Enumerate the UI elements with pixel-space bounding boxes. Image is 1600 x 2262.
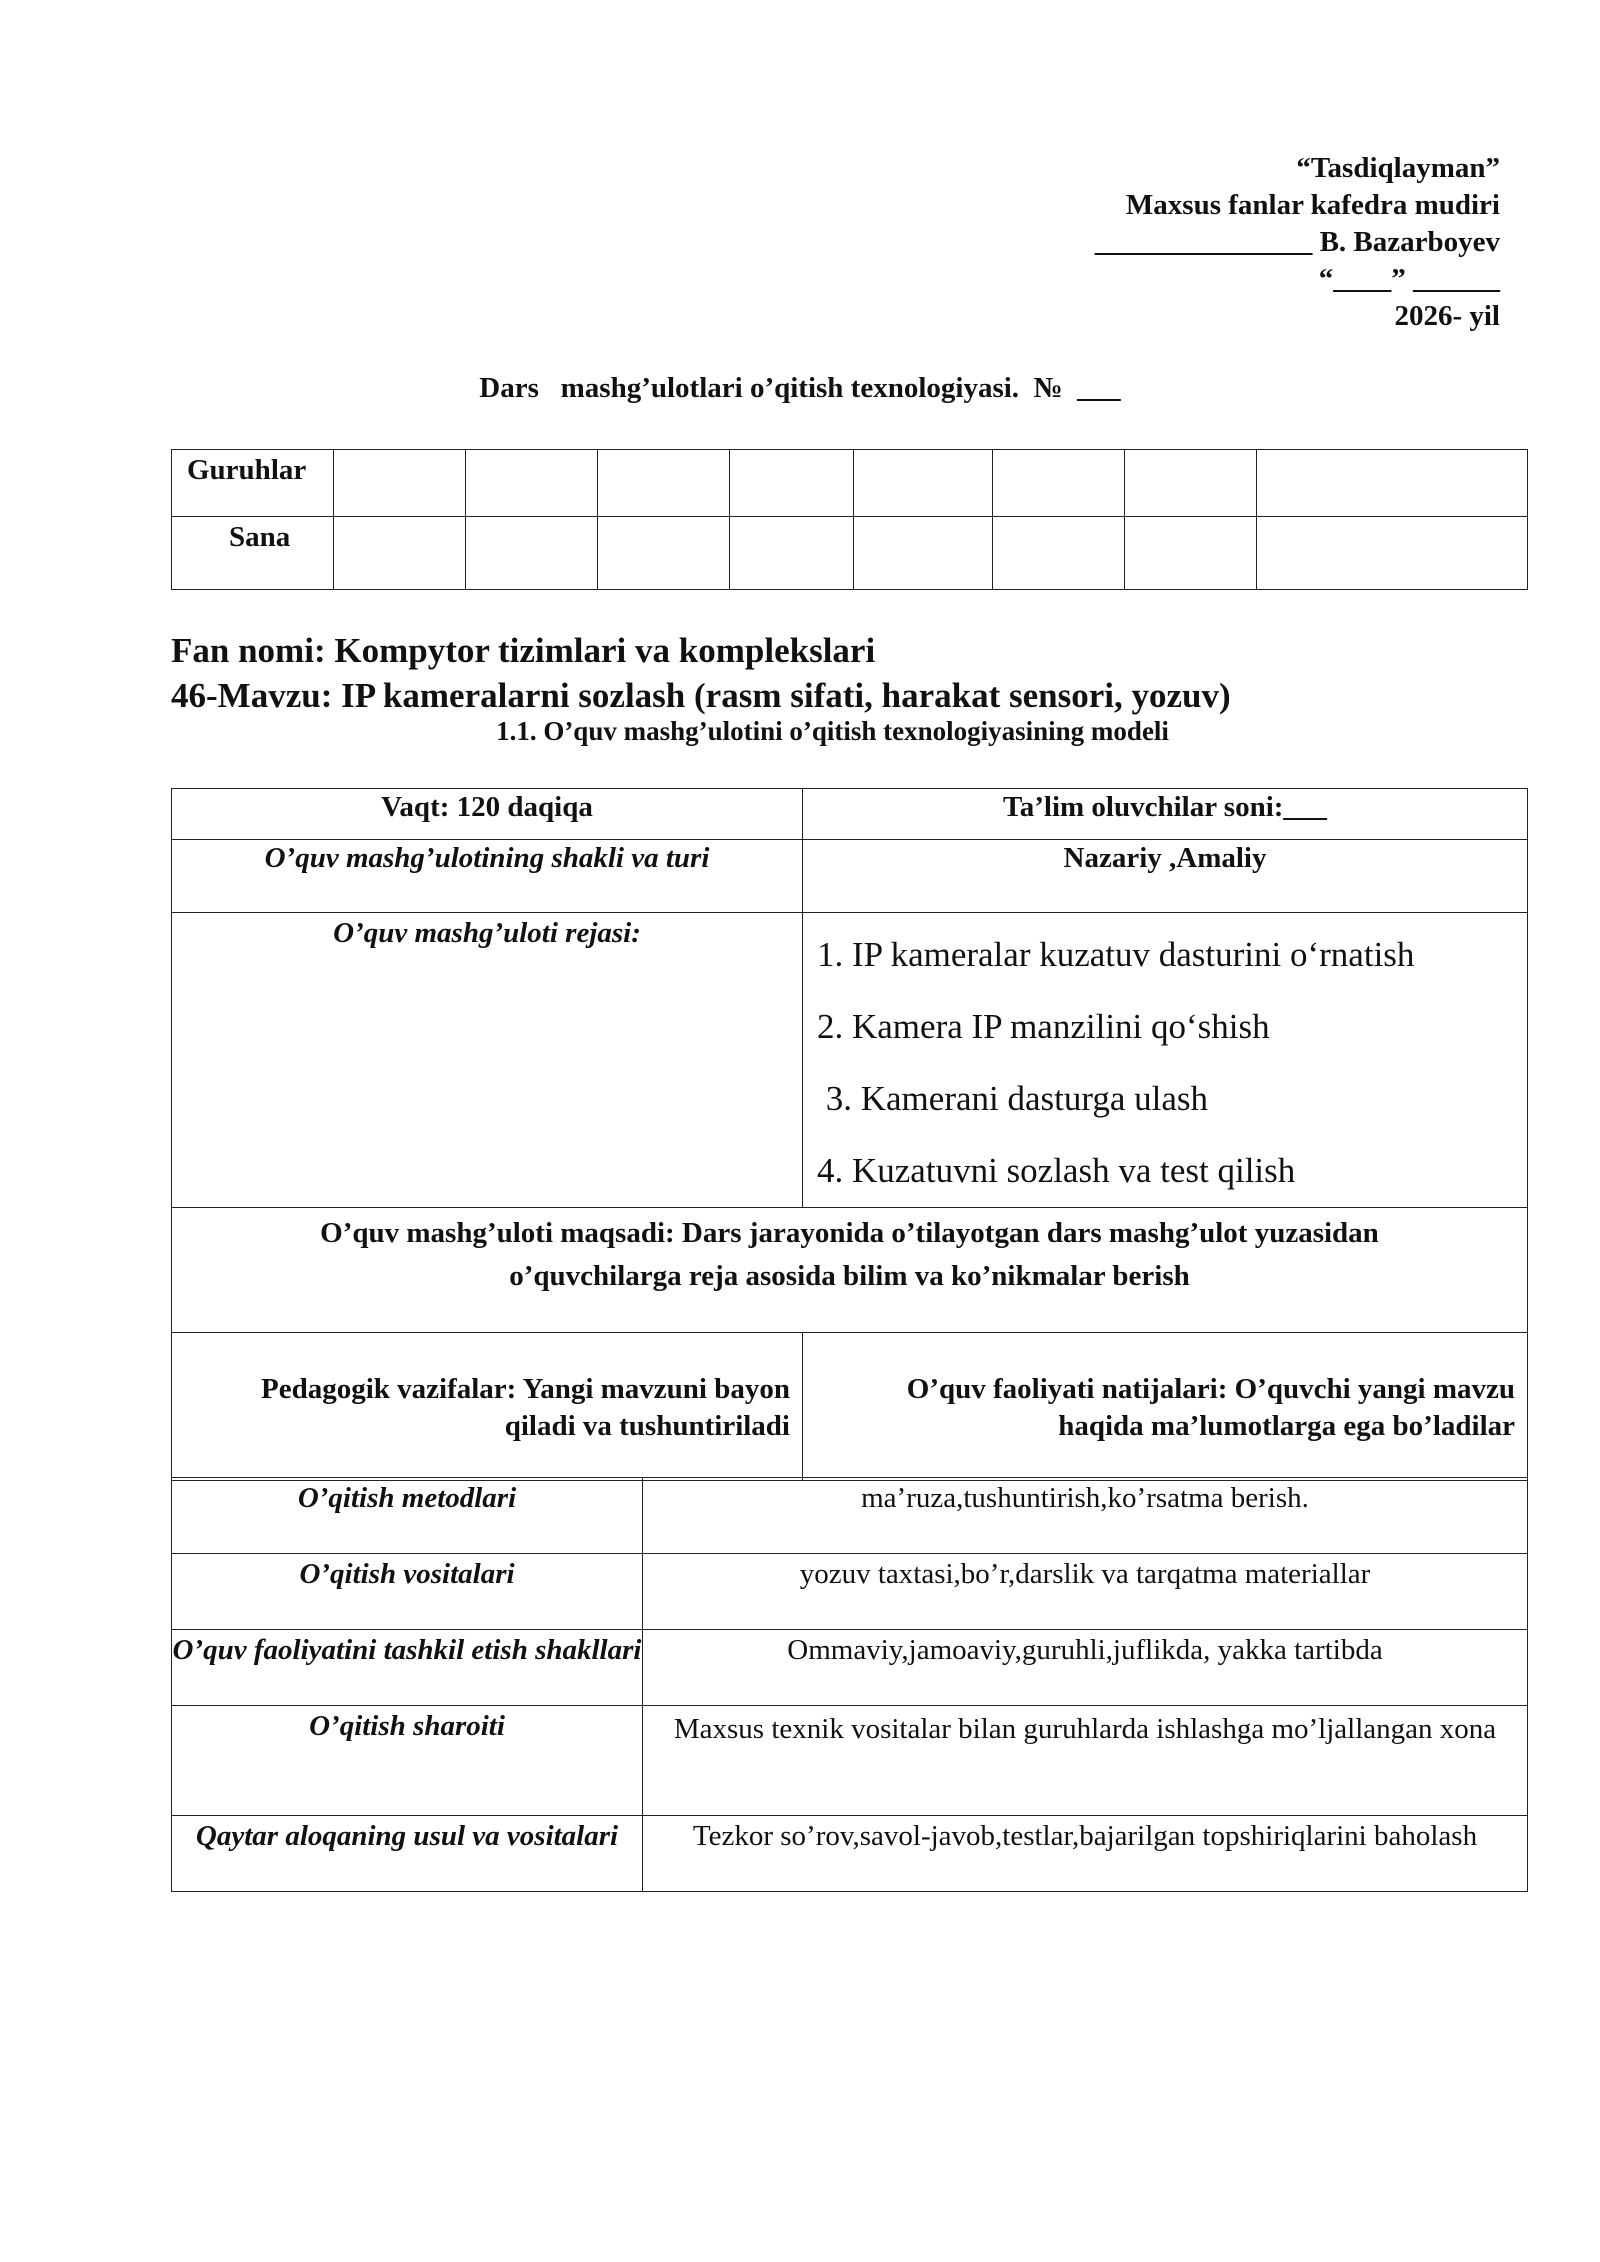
tools-value: yozuv taxtasi,bo’r,darslik va tarqatma materiallar — [643, 1554, 1528, 1630]
group-cell — [334, 450, 466, 517]
document-title: Dars mashg’ulotlari o’qitish texnologiyasi. № ___ — [479, 372, 1121, 404]
lesson-goal: O’quv mashg’uloti maqsadi: Dars jarayonida o’tilayotgan dars mashg’ulot yuzasidan o’quvchilarga reja asosida bilim va ko’nikmalar berish — [172, 1208, 1528, 1333]
forms-value: Ommaviy,jamoaviy,guruhli,juflikda, yakka tartibda — [643, 1630, 1528, 1706]
group-cell — [598, 450, 730, 517]
group-cell — [1125, 450, 1257, 517]
model-title: 1.1. O’quv mashg’ulotini o’qitish texnologiyasining modeli — [496, 716, 1169, 746]
form-value: Nazariy ,Amaliy — [803, 840, 1528, 913]
pedagogical-tasks: Pedagogik vazifalar: Yangi mavzuni bayon qiladi va tushuntiriladi — [172, 1333, 803, 1481]
date-label: Sana — [172, 517, 334, 590]
table-row — [172, 1630, 1528, 1706]
plan-list — [803, 913, 1527, 1207]
table-row — [172, 1816, 1528, 1892]
form-label: O’quv mashg’ulotining shakli va turi — [172, 840, 803, 913]
group-cell — [1257, 450, 1528, 517]
topic-name: 46-Mavzu: IP kameralarni sozlash (rasm sifati, harakat sensori, yozuv) — [171, 676, 1231, 715]
subject-name: Fan nomi: Kompytor tizimlari va komplekslari — [171, 631, 876, 670]
date-cell — [730, 517, 854, 590]
feedback-value: Tezkor so’rov,savol-javob,testlar,bajarilgan topshiriqlarini baholash — [643, 1816, 1528, 1892]
subject-block — [171, 628, 1231, 718]
methods-label: O’qitish metodlari — [172, 1478, 643, 1554]
date-cell — [993, 517, 1125, 590]
approval-title: “Tasdiqlayman” — [1296, 152, 1500, 184]
table-row — [172, 1554, 1528, 1630]
date-cell — [1125, 517, 1257, 590]
learning-results: O’quv faoliyati natijalari: O’quvchi yangi mavzu haqida ma’lumotlarga ega bo’ladilar — [803, 1333, 1528, 1481]
plan-list-cell — [803, 913, 1528, 1208]
plan-table — [171, 788, 1528, 1481]
approval-signature: _______________ B. Bazarboyev — [1094, 226, 1500, 258]
tools-label: O’qitish vositalari — [172, 1554, 643, 1630]
groups-table — [171, 449, 1528, 590]
plan-item: 3. Kamerani dasturga ulash — [817, 1079, 1209, 1118]
group-cell — [854, 450, 993, 517]
time-cell: Vaqt: 120 daqiqa — [172, 789, 803, 840]
approval-date: “____” ______ — [1318, 263, 1500, 295]
conditions-label: O’qitish sharoiti — [172, 1706, 643, 1816]
group-cell — [993, 450, 1125, 517]
groups-label: Guruhlar — [172, 450, 334, 517]
plan-item: 2. Kamera IP manzilini qoʻshish — [817, 1007, 1270, 1046]
date-cell — [1257, 517, 1528, 590]
methods-table — [171, 1477, 1528, 1892]
conditions-value: Maxsus texnik vositalar bilan guruhlarda ishlashga mo’ljallangan xona — [643, 1706, 1528, 1816]
date-cell — [854, 517, 993, 590]
groups-row — [172, 450, 1528, 517]
feedback-label: Qaytar aloqaning usul va vositalari — [172, 1816, 643, 1892]
methods-value: ma’ruza,tushuntirish,ko’rsatma berish. — [643, 1478, 1528, 1554]
students-cell: Ta’lim oluvchilar soni:___ — [803, 789, 1528, 840]
group-cell — [466, 450, 598, 517]
approval-block — [1095, 150, 1500, 335]
date-cell — [334, 517, 466, 590]
plan-label: O’quv mashg’uloti rejasi: — [172, 913, 803, 1208]
date-row — [172, 517, 1528, 590]
date-cell — [466, 517, 598, 590]
approval-position: Maxsus fanlar kafedra mudiri — [1125, 189, 1500, 221]
approval-year: 2026- yil — [1394, 300, 1500, 332]
date-cell — [598, 517, 730, 590]
table-row — [172, 1478, 1528, 1554]
forms-label: O’quv faoliyatini tashkil etish shakllari — [172, 1630, 643, 1706]
plan-item: 1. IP kameralar kuzatuv dasturini oʻrnatish — [817, 935, 1415, 974]
table-row — [172, 1706, 1528, 1816]
group-cell — [730, 450, 854, 517]
plan-item: 4. Kuzatuvni sozlash va test qilish — [817, 1151, 1296, 1190]
